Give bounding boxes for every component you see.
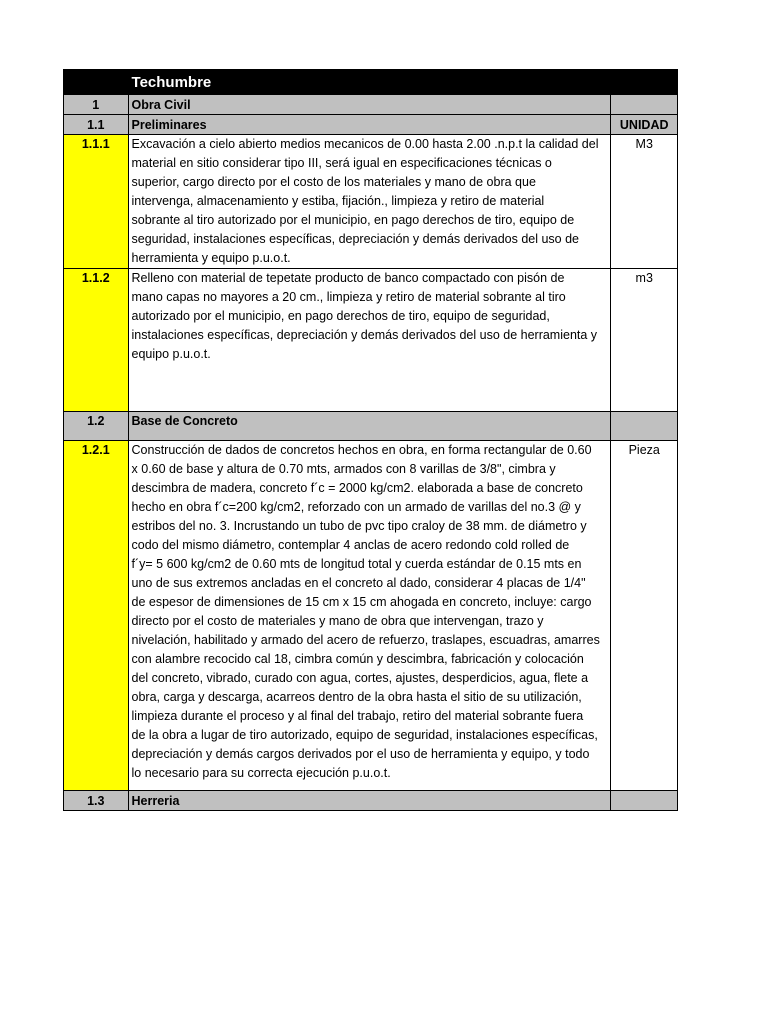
item-description[interactable]: Construcción de dados de concretos hechos en obra, en forma rectangular de 0.60 x 0.60 de base y altura de 0.70 mts, armados con 8 varillas de 3/8", cimbra y descimbra de madera, concreto f´c = 2000 kg/cm2. elaborada a base de concreto hecho en obra f´c=200 kg/cm2, reforzado con un armado de varillas del no.3 @ y estribos del no. 3. Incrustando un tubo de pvc tipo craloy de 38 mm. de diámetro y codo del mismo diámetro, contemplar 4 anclas de acero redondo cold rolled de f´y= 5 600 kg/cm2 de 0.60 mts de longitud total y cuerda estándar de 0.15 mts en uno de sus extremos ancladas en el concreto al dado, considerar 4 placas de 1/4" de espesor de dimensiones de 15 cm x 15 cm ahogada en concreto, incluye: cargo directo por el costo de materiales y mano de obra que intervengan, trazo y nivelación, habilitado y armado del acero de refuerzo, traslapes, escuadras, amarres con alambre recocido cal 18, cimbra común y descimbra, fabricación y colocación del concreto, vibrado, curado con agua, cortes, ajustes, desperdicios, agua, flete a obra, carga y descarga, acarreos dentro de la obra hasta el sitio de su utilización, limpieza durante el proceso y al final del trabajo, retiro del material sobrante fuera de la obra a lugar de tiro autorizado, equipo de seguridad, instalaciones específicas, depreciación y demás cargos derivados por el uso de herramienta y equipo, y todo lo necesario para su correcta ejecución p.u.o.t. <box>128 441 611 791</box>
section-number[interactable]: 1.1 <box>64 115 129 135</box>
item-number[interactable]: 1.2.1 <box>64 441 129 791</box>
item-unit[interactable]: m3 <box>611 269 678 412</box>
item-row-1-2-1 <box>64 441 678 791</box>
section-label[interactable]: Obra Civil <box>128 95 611 115</box>
section-row-preliminares <box>64 115 678 135</box>
item-row-1-1-1 <box>64 135 678 269</box>
section-row-obra-civil <box>64 95 678 115</box>
item-unit[interactable]: Pieza <box>611 441 678 791</box>
item-description[interactable]: Relleno con material de tepetate producto de banco compactado con pisón de mano capas no mayores a 20 cm., limpieza y retiro de material sobrante al tiro autorizado por el municipio, en pago derechos de tiro, equipo de seguridad, instalaciones específicas, depreciación y demás derivados del uso de herramienta y equipo p.u.o.t. <box>128 269 611 412</box>
section-row-herreria <box>64 791 678 811</box>
section-number[interactable]: 1 <box>64 95 129 115</box>
item-number[interactable]: 1.1.1 <box>64 135 129 269</box>
item-description[interactable]: Excavación a cielo abierto medios mecanicos de 0.00 hasta 2.00 .n.p.t la calidad del material en sitio considerar tipo III, será igual en especificaciones técnicas o superior, cargo directo por el costo de los materiales y mano de obra que intervenga, almacenamiento y estiba, fijación., limpieza y retiro de material sobrante al tiro autorizado por el municipio, en pago derechos de tiro, equipo de seguridad, instalaciones específicas, depreciación y demás derivados del uso de herramienta y equipo p.u.o.t. <box>128 135 611 269</box>
title-num-cell[interactable] <box>64 70 129 95</box>
section-unit-cell[interactable] <box>611 412 678 441</box>
title-row <box>64 70 678 95</box>
title-unit-cell[interactable] <box>611 70 678 95</box>
unit-column-header[interactable]: UNIDAD <box>611 115 678 135</box>
item-row-1-1-2 <box>64 269 678 412</box>
section-number[interactable]: 1.2 <box>64 412 129 441</box>
section-unit-cell[interactable] <box>611 791 678 811</box>
section-row-base-concreto <box>64 412 678 441</box>
item-number[interactable]: 1.1.2 <box>64 269 129 412</box>
section-label[interactable]: Preliminares <box>128 115 611 135</box>
page-title[interactable]: Techumbre <box>128 70 611 95</box>
section-unit-cell[interactable] <box>611 95 678 115</box>
section-label[interactable]: Base de Concreto <box>128 412 611 441</box>
section-label[interactable]: Herreria <box>128 791 611 811</box>
section-number[interactable]: 1.3 <box>64 791 129 811</box>
item-unit[interactable]: M3 <box>611 135 678 269</box>
budget-table <box>63 69 678 811</box>
